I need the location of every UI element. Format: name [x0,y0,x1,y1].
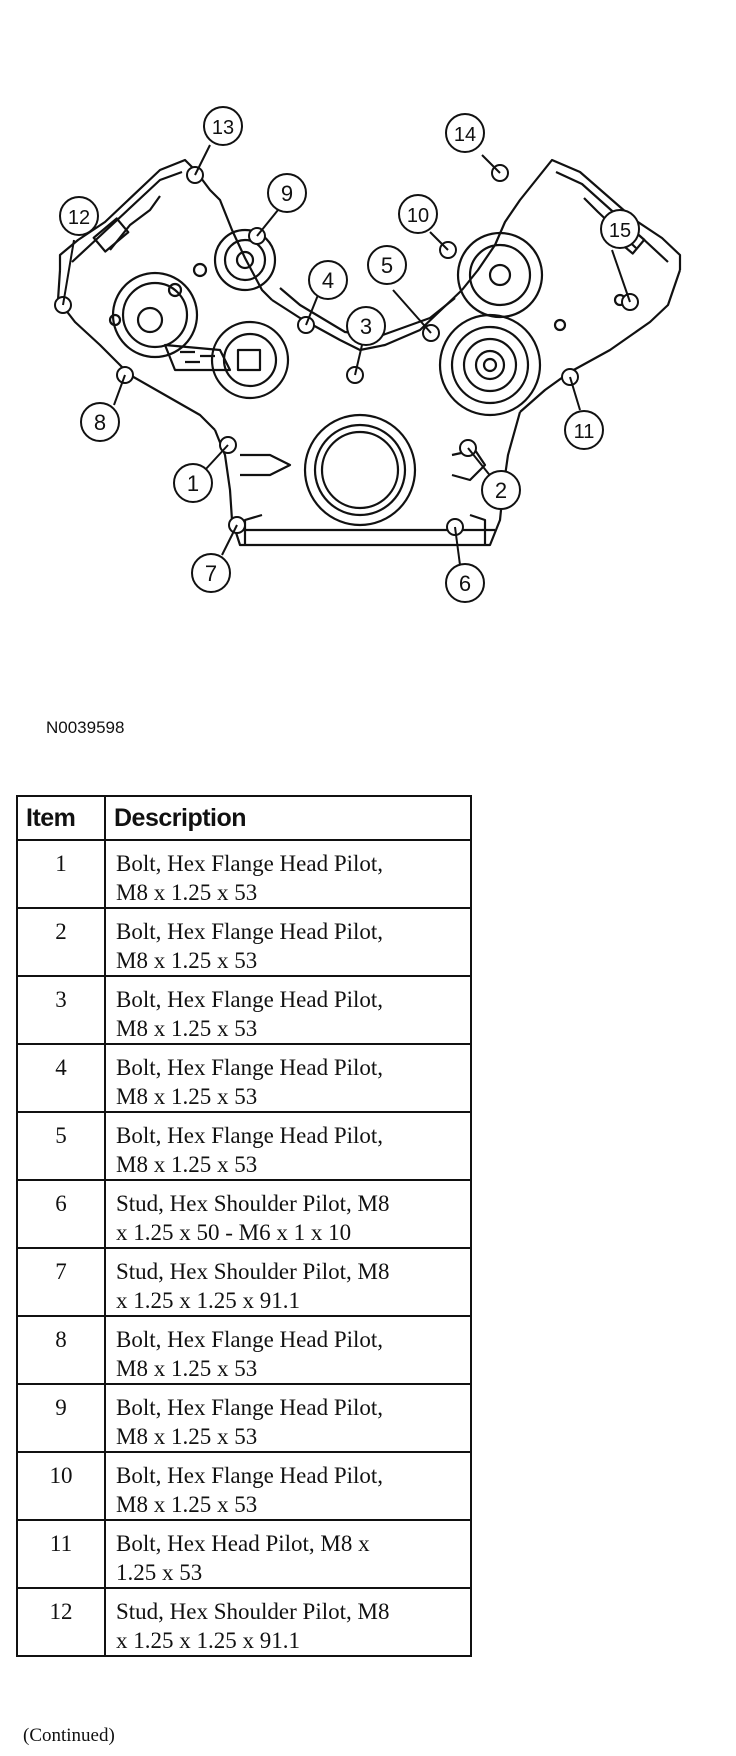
callout-label-7: 7 [204,561,218,586]
item-description: Stud, Hex Shoulder Pilot, M8 x 1.25 x 50 - M6 x 1 x 10 [105,1180,471,1248]
table-row [17,1520,471,1588]
item-description: Bolt, Hex Flange Head Pilot, M8 x 1.25 x 53 [105,1384,471,1452]
table-row [17,1384,471,1452]
item-description: Bolt, Hex Flange Head Pilot, M8 x 1.25 x 53 [105,1316,471,1384]
callout-label-10: 10 [406,205,430,227]
engine-front-cover-diagram [0,0,736,640]
item-number: 9 [17,1384,105,1452]
table-row [17,840,471,908]
item-number: 5 [17,1112,105,1180]
callout-label-15: 15 [608,220,632,242]
table-row [17,1316,471,1384]
callout-label-6: 6 [458,571,472,596]
figure-id: N0039598 [46,718,125,737]
item-number: 10 [17,1452,105,1520]
item-description: Bolt, Hex Flange Head Pilot, M8 x 1.25 x 53 [105,1044,471,1112]
item-description: Stud, Hex Shoulder Pilot, M8 x 1.25 x 1.25 x 91.1 [105,1248,471,1316]
item-number: 6 [17,1180,105,1248]
item-number: 2 [17,908,105,976]
callout-label-5: 5 [380,253,394,278]
callout-label-9: 9 [280,181,294,206]
callout-label-14: 14 [453,124,477,146]
table-row [17,1112,471,1180]
callout-label-13: 13 [211,117,235,139]
item-number: 8 [17,1316,105,1384]
item-number: 3 [17,976,105,1044]
item-description: Bolt, Hex Flange Head Pilot, M8 x 1.25 x 53 [105,908,471,976]
item-column-header: Item [17,796,105,840]
table-row [17,1180,471,1248]
callout-label-3: 3 [359,314,373,339]
callout-label-11: 11 [573,421,595,443]
table-row [17,1588,471,1656]
table-row [17,1452,471,1520]
item-number: 7 [17,1248,105,1316]
table-row [17,976,471,1044]
table-row [17,1248,471,1316]
table-row [17,908,471,976]
callout-label-8: 8 [93,410,107,435]
item-description: Bolt, Hex Flange Head Pilot, M8 x 1.25 x 53 [105,976,471,1044]
continued-note: (Continued) [23,1725,115,1746]
item-number: 1 [17,840,105,908]
callout-label-12: 12 [67,207,91,229]
item-description: Stud, Hex Shoulder Pilot, M8 x 1.25 x 1.25 x 91.1 [105,1588,471,1656]
item-description: Bolt, Hex Head Pilot, M8 x 1.25 x 53 [105,1520,471,1588]
table-header-row [17,796,471,840]
item-number: 11 [17,1520,105,1588]
table-row [17,1044,471,1112]
description-column-header: Description [105,796,471,840]
item-description-table [16,795,472,1657]
item-description: Bolt, Hex Flange Head Pilot, M8 x 1.25 x 53 [105,1112,471,1180]
item-number: 12 [17,1588,105,1656]
callout-label-1: 1 [186,471,200,496]
item-description: Bolt, Hex Flange Head Pilot, M8 x 1.25 x 53 [105,840,471,908]
callout-label-2: 2 [494,478,508,503]
item-description: Bolt, Hex Flange Head Pilot, M8 x 1.25 x 53 [105,1452,471,1520]
item-number: 4 [17,1044,105,1112]
callout-label-4: 4 [321,268,335,293]
